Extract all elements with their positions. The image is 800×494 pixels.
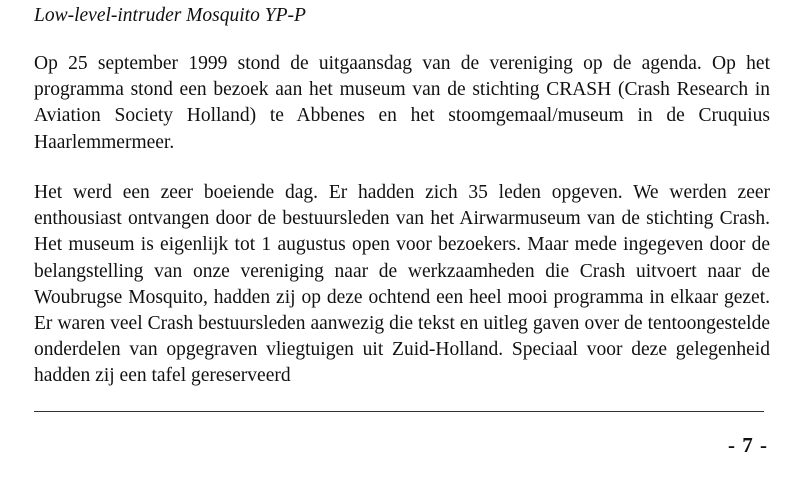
footer-divider (34, 411, 764, 412)
page-header: Low-level-intruder Mosquito YP-P (34, 5, 306, 26)
page-number: - 7 - (728, 433, 768, 457)
body-paragraph-2: Het werd een zeer boeiende dag. Er hadden zich 35 leden opgeven. We werden zeer enthousiast ontvangen door de bestuursleden van het Airwarmuseum van de stichting Crash. Het museum is eigenlijk tot 1 augustus open voor bezoekers. Maar mede ingegeven door de belangstelling van onze vereniging naar de werkzaamheden die Crash uitvoert naar de Woubrugse Mosquito, hadden zij op deze ochtend een heel mooi programma in elkaar gezet. Er waren veel Crash bestuursleden aanwezig die tekst en uitleg gaven over de tentoongestelde onderdelen van opgegraven vliegtuigen uit Zuid-Holland. Speciaal voor deze gelegenheid hadden zij een tafel gereserveerd (34, 182, 770, 387)
body-paragraph-1: Op 25 september 1999 stond de uitgaansdag van de vereniging op de agenda. Op het programma stond een bezoek aan het museum van de stichting CRASH (Crash Research in Aviation Society Holland) te Abbenes en het stoomgemaal/museum in de Cruquius Haarlemmermeer. (34, 53, 770, 153)
